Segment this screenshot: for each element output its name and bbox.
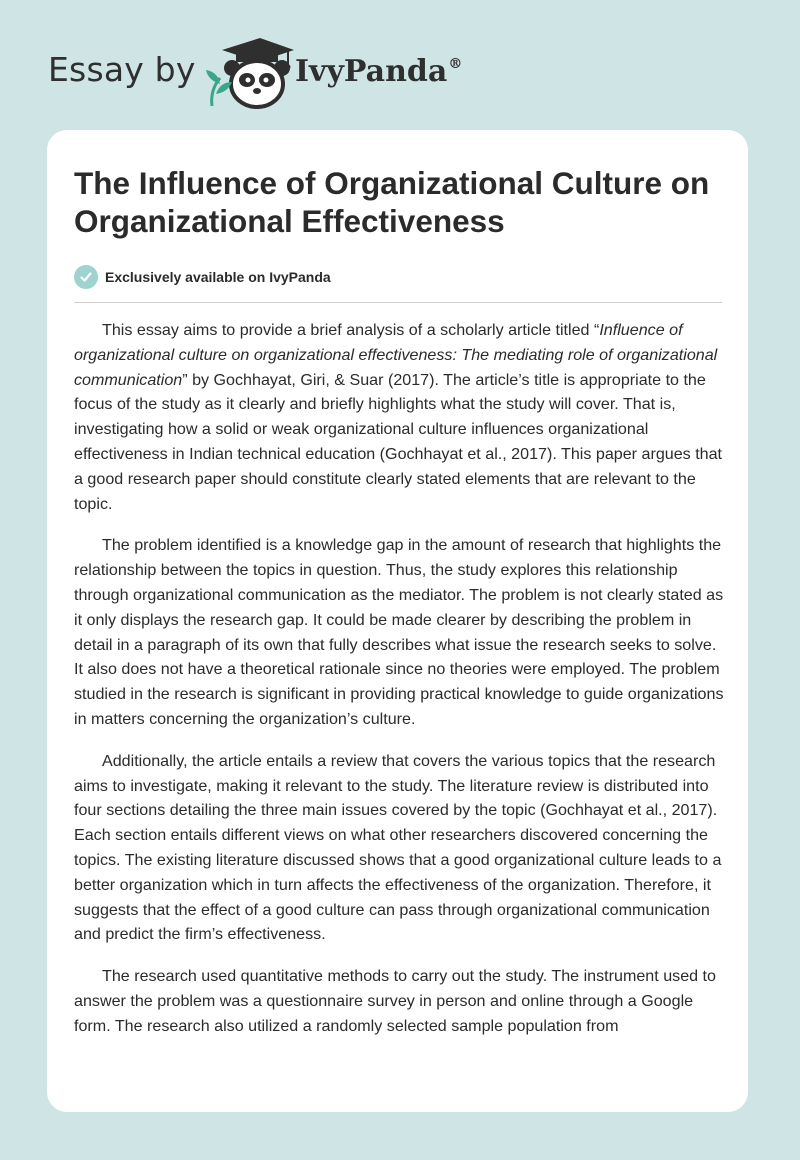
paragraph: The research used quantitative methods to carry out the study. The instrument used to answer the problem was a questionnaire survey in person and online through a Google form. The research also utilized a randomly selected sample population from [74, 967, 716, 1035]
essay-card [47, 130, 748, 1112]
exclusive-label: Exclusively available on IvyPanda [105, 269, 331, 285]
exclusive-badge [74, 264, 331, 290]
check-icon [74, 265, 98, 289]
paragraph: This essay aims to provide a brief analysis of a scholarly article titled “Influence of organizational culture on organizational effectiveness: The mediating role of organizational communication” by Gochhayat, Giri, & Suar (2017). The article’s title is appropriate to the focus of the study as it clearly and briefly highlights what the study will cover. That is, investigating how a solid or weak organizational culture influences organizational effectiveness in Indian technical education (Gochhayat et al., 2017). This paper argues that a good research paper should constitute clearly stated elements that are relevant to the topic. [74, 321, 723, 513]
ivypanda-brand: IvyPanda® [295, 54, 463, 89]
divider [74, 302, 722, 303]
essay-by-label: Essay by [48, 50, 196, 89]
paragraph: Additionally, the article entails a review that covers the various topics that the research aims to investigate, making it relevant to the study. The literature review is distributed into four sections detailing the three main issues covered by the topic (Gochhayat et al., 2017). Each section entails different views on what other researchers discovered concerning the topics. The existing literature discussed shows that a good organizational culture leads to a better organization which in turn affects the effectiveness of the organization. Therefore, it suggests that the effect of a good culture can pass through organizational communication and predict the firm’s effectiveness. [74, 751, 722, 944]
essay-body [74, 318, 724, 1056]
article-title-italic: Influence of organizational culture on organizational effectiveness: The mediating role of organizational communication [74, 321, 718, 389]
essay-title: The Influence of Organizational Culture on Organizational Effectiveness [74, 165, 710, 239]
panda-logo-icon [202, 34, 294, 110]
site-header [48, 34, 548, 110]
paragraph: The problem identified is a knowledge gap in the amount of research that highlights the relationship between the topics in question. Thus, the study explores this relationship through organizational communication as the mediator. The problem is not clearly stated as it only displays the research gap. It could be made clearer by describing the problem in detail in a paragraph of its own that fully describes what issue the research seeks to solve. It also does not have a theoretical rationale since no theories were employed. The problem studied in the research is significant in providing practical knowledge to guide organizations in matters concerning the organization’s culture. [74, 536, 724, 728]
